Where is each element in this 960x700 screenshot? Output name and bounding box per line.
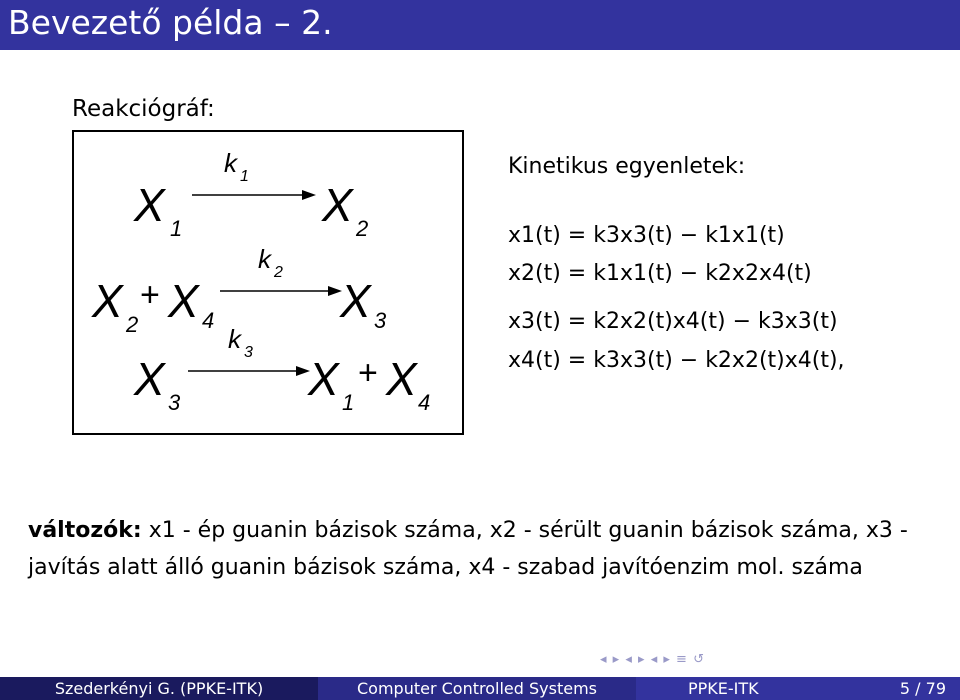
reaction-graph	[72, 130, 464, 435]
r2-left-b-species: X	[168, 275, 199, 327]
r1-left-sub: 1	[170, 216, 183, 241]
footer-page-number: 5 / 79	[899, 679, 946, 698]
r3-arrow	[188, 364, 312, 378]
slide-title: Bevezető példa – 2.	[8, 3, 333, 42]
r3-left-sub: 3	[168, 390, 181, 415]
beamer-navigation	[600, 652, 705, 667]
r3-left-species: X	[134, 353, 165, 405]
variable-x1: x1 - ép guanin bázisok száma,	[148, 518, 483, 543]
r3-right-a-species: X	[308, 353, 339, 405]
reaction-graph-label: Reakciógráf:	[72, 96, 215, 122]
r2-left-b-sub: 4	[202, 308, 215, 333]
r2-right-species: X	[340, 275, 371, 327]
kinetic-equations-title: Kinetikus egyenletek:	[508, 154, 746, 179]
next-subsection-icon[interactable]: ▸	[638, 652, 646, 667]
prev-section-icon[interactable]: ◂	[650, 652, 659, 667]
r3-right-b-species: X	[386, 353, 417, 405]
r1-left-species: X	[134, 179, 165, 231]
r3-rate-sub: 3	[244, 344, 253, 361]
r2-arrow	[220, 284, 344, 298]
r1-rate: k	[224, 148, 237, 178]
slide-title-bar	[0, 0, 960, 50]
r2-left-a-species: X	[92, 275, 123, 327]
r3-plus: +	[358, 354, 378, 392]
prev-subsection-icon[interactable]: ◂	[625, 652, 633, 667]
variables-label: változók:	[28, 518, 142, 543]
next-section-icon[interactable]: ▸	[663, 652, 671, 667]
r1-right-species: X	[322, 179, 353, 231]
equation-x2: x2(t) = k1x1(t) − k2x2x4(t)	[508, 261, 812, 286]
r3-right-b-sub: 4	[418, 390, 431, 415]
variable-x4: x4 - szabad javítóenzim mol. száma	[468, 555, 863, 580]
r3-right-a-sub: 1	[342, 390, 355, 415]
r3-rate: k	[228, 324, 241, 354]
r1-right-sub: 2	[356, 216, 369, 241]
prev-frame-icon[interactable]: ◂	[600, 652, 608, 667]
r1-arrow	[192, 188, 318, 202]
r1-rate-sub: 1	[240, 168, 249, 185]
search-icon[interactable]: ↺	[693, 652, 705, 667]
next-frame-icon[interactable]: ▸	[612, 652, 621, 667]
footer-author: Szederkényi G. (PPKE-ITK)	[0, 677, 318, 700]
footer-institute: PPKE-ITK	[688, 679, 759, 698]
footer-course: Computer Controlled Systems	[318, 677, 636, 700]
r2-rate: k	[258, 244, 271, 274]
equation-x4: x4(t) = k3x3(t) − k2x2(t)x4(t),	[508, 348, 845, 373]
footer-right	[636, 677, 960, 700]
slide-footer	[0, 677, 960, 700]
equation-x3: x3(t) = k2x2(t)x4(t) − k3x3(t)	[508, 309, 838, 334]
variables-description	[28, 512, 938, 586]
r2-left-a-sub: 2	[126, 312, 139, 337]
equation-x1: x1(t) = k3x3(t) − k1x1(t)	[508, 223, 785, 248]
align-icon[interactable]: ≡	[676, 652, 688, 667]
r2-plus: +	[140, 276, 160, 314]
r2-rate-sub: 2	[274, 264, 283, 281]
variable-x3: x3 - javítás alatt álló guanin bázisok száma,	[28, 518, 908, 580]
r2-right-sub: 3	[374, 308, 387, 333]
variable-x2: x2 - sérült guanin bázisok száma,	[489, 518, 859, 543]
